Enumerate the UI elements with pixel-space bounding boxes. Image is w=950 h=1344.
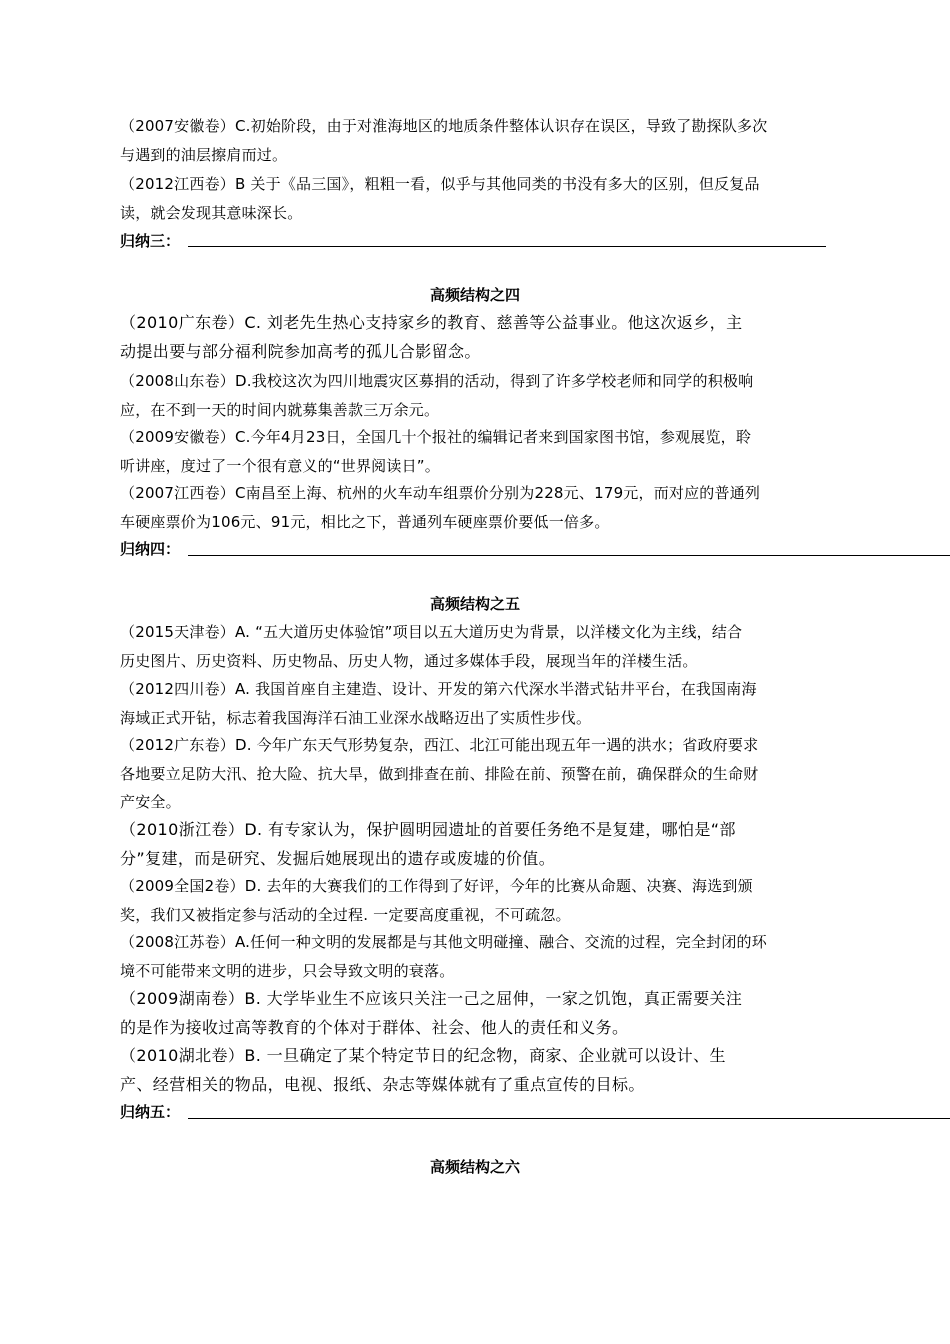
example-line: （2008山东卷）D.我校这次为四川地震灾区募捐的活动，得到了许多学校老师和同学的积极响 xyxy=(120,372,754,390)
example-line: 动提出要与部分福利院参加高考的孤儿合影留念。 xyxy=(120,342,481,361)
example-line: 与遇到的油层擦肩而过。 xyxy=(120,146,288,164)
example-line: （2007江西卷）C南昌至上海、杭州的火车动车组票价分别为228元、179元，而对应的普通列 xyxy=(120,484,761,502)
example-line: （2010湖北卷）B. 一旦确定了某个特定节日的纪念物，商家、企业就可以设计、生 xyxy=(120,1046,726,1065)
example-line: （2012江西卷）B 关于《品三国》，粗粗一看，似乎与其他同类的书没有多大的区别，但反复品 xyxy=(120,175,760,193)
example-line: （2010浙江卷）D. 有专家认为，保护圆明园遗址的首要任务绝不是复建，哪怕是“部 xyxy=(120,820,736,839)
summary-label-3: 归纳三： xyxy=(120,232,181,250)
section-heading-6: 高频结构之六 xyxy=(429,1158,520,1176)
example-line: 听讲座，度过了一个很有意义的“世界阅读日”。 xyxy=(120,457,440,475)
example-line: （2008江苏卷）A.任何一种文明的发展都是与其他文明碰撞、融合、交流的过程，完全封闭的环 xyxy=(120,933,767,951)
example-line: 奖，我们又被指定参与活动的全过程. 一定要高度重视，不可疏忽。 xyxy=(120,906,571,924)
example-line: （2009湖南卷）B. 大学毕业生不应该只关注一己之屈伸，一家之饥饱，真正需要关注 xyxy=(120,989,743,1008)
example-line: 海域正式开钻，标志着我国海洋石油工业深水战略迈出了实质性步伐。 xyxy=(120,709,592,727)
example-line: （2009安徽卷）C.今年4月23日，全国几十个报社的编辑记者来到国家图书馆，参观展览，聆 xyxy=(120,428,752,446)
summary-blank-4[interactable] xyxy=(188,555,950,556)
example-line: 车硬座票价为106元、91元，相比之下，普通列车硬座票价要低一倍多。 xyxy=(120,513,610,531)
summary-label-5: 归纳五： xyxy=(120,1103,181,1121)
example-line: （2009全国2卷）D. 去年的大赛我们的工作得到了好评，今年的比赛从命题、决赛、海选到颁 xyxy=(120,877,753,895)
example-line: （2012四川卷）A. 我国首座自主建造、设计、开发的第六代深水半潜式钻井平台，在我国南海 xyxy=(120,680,757,698)
example-line: 分”复建，而是研究、发掘后她展现出的遗存或废墟的价值。 xyxy=(120,849,556,868)
example-line: 境不可能带来文明的进步，只会导致文明的衰落。 xyxy=(120,962,455,980)
example-line: （2007安徽卷）C.初始阶段，由于对淮海地区的地质条件整体认识存在误区，导致了勘探队多次 xyxy=(120,117,768,135)
section-heading-5: 高频结构之五 xyxy=(429,595,520,613)
example-line: 产、经营相关的物品，电视、报纸、杂志等媒体就有了重点宣传的目标。 xyxy=(120,1075,645,1094)
summary-label-4: 归纳四： xyxy=(120,540,181,558)
example-line: 产安全。 xyxy=(120,793,181,811)
example-line: 各地要立足防大汛、抢大险、抗大旱，做到排查在前、排险在前、预警在前，确保群众的生命财 xyxy=(120,765,759,783)
example-line: 历史图片、历史资料、历史物品、历史人物，通过多媒体手段，展现当年的洋楼生活。 xyxy=(120,652,698,670)
example-line: （2012广东卷）D. 今年广东天气形势复杂，西江、北江可能出现五年一遇的洪水；省政府要求 xyxy=(120,736,759,754)
summary-blank-3[interactable] xyxy=(188,246,826,247)
example-line: 应，在不到一天的时间内就募集善款三万余元。 xyxy=(120,401,440,419)
example-line: （2010广东卷）C. 刘老先生热心支持家乡的教育、慈善等公益事业。他这次返乡，主 xyxy=(120,313,743,332)
example-line: 读，就会发现其意味深长。 xyxy=(120,204,303,222)
section-heading-4: 高频结构之四 xyxy=(429,286,520,304)
summary-blank-5[interactable] xyxy=(188,1118,950,1119)
example-line: （2015天津卷）A. “五大道历史体验馆”项目以五大道历史为背景，以洋楼文化为主线，结合 xyxy=(120,623,743,641)
example-line: 的是作为接收过高等教育的个体对于群体、社会、他人的责任和义务。 xyxy=(120,1018,629,1037)
